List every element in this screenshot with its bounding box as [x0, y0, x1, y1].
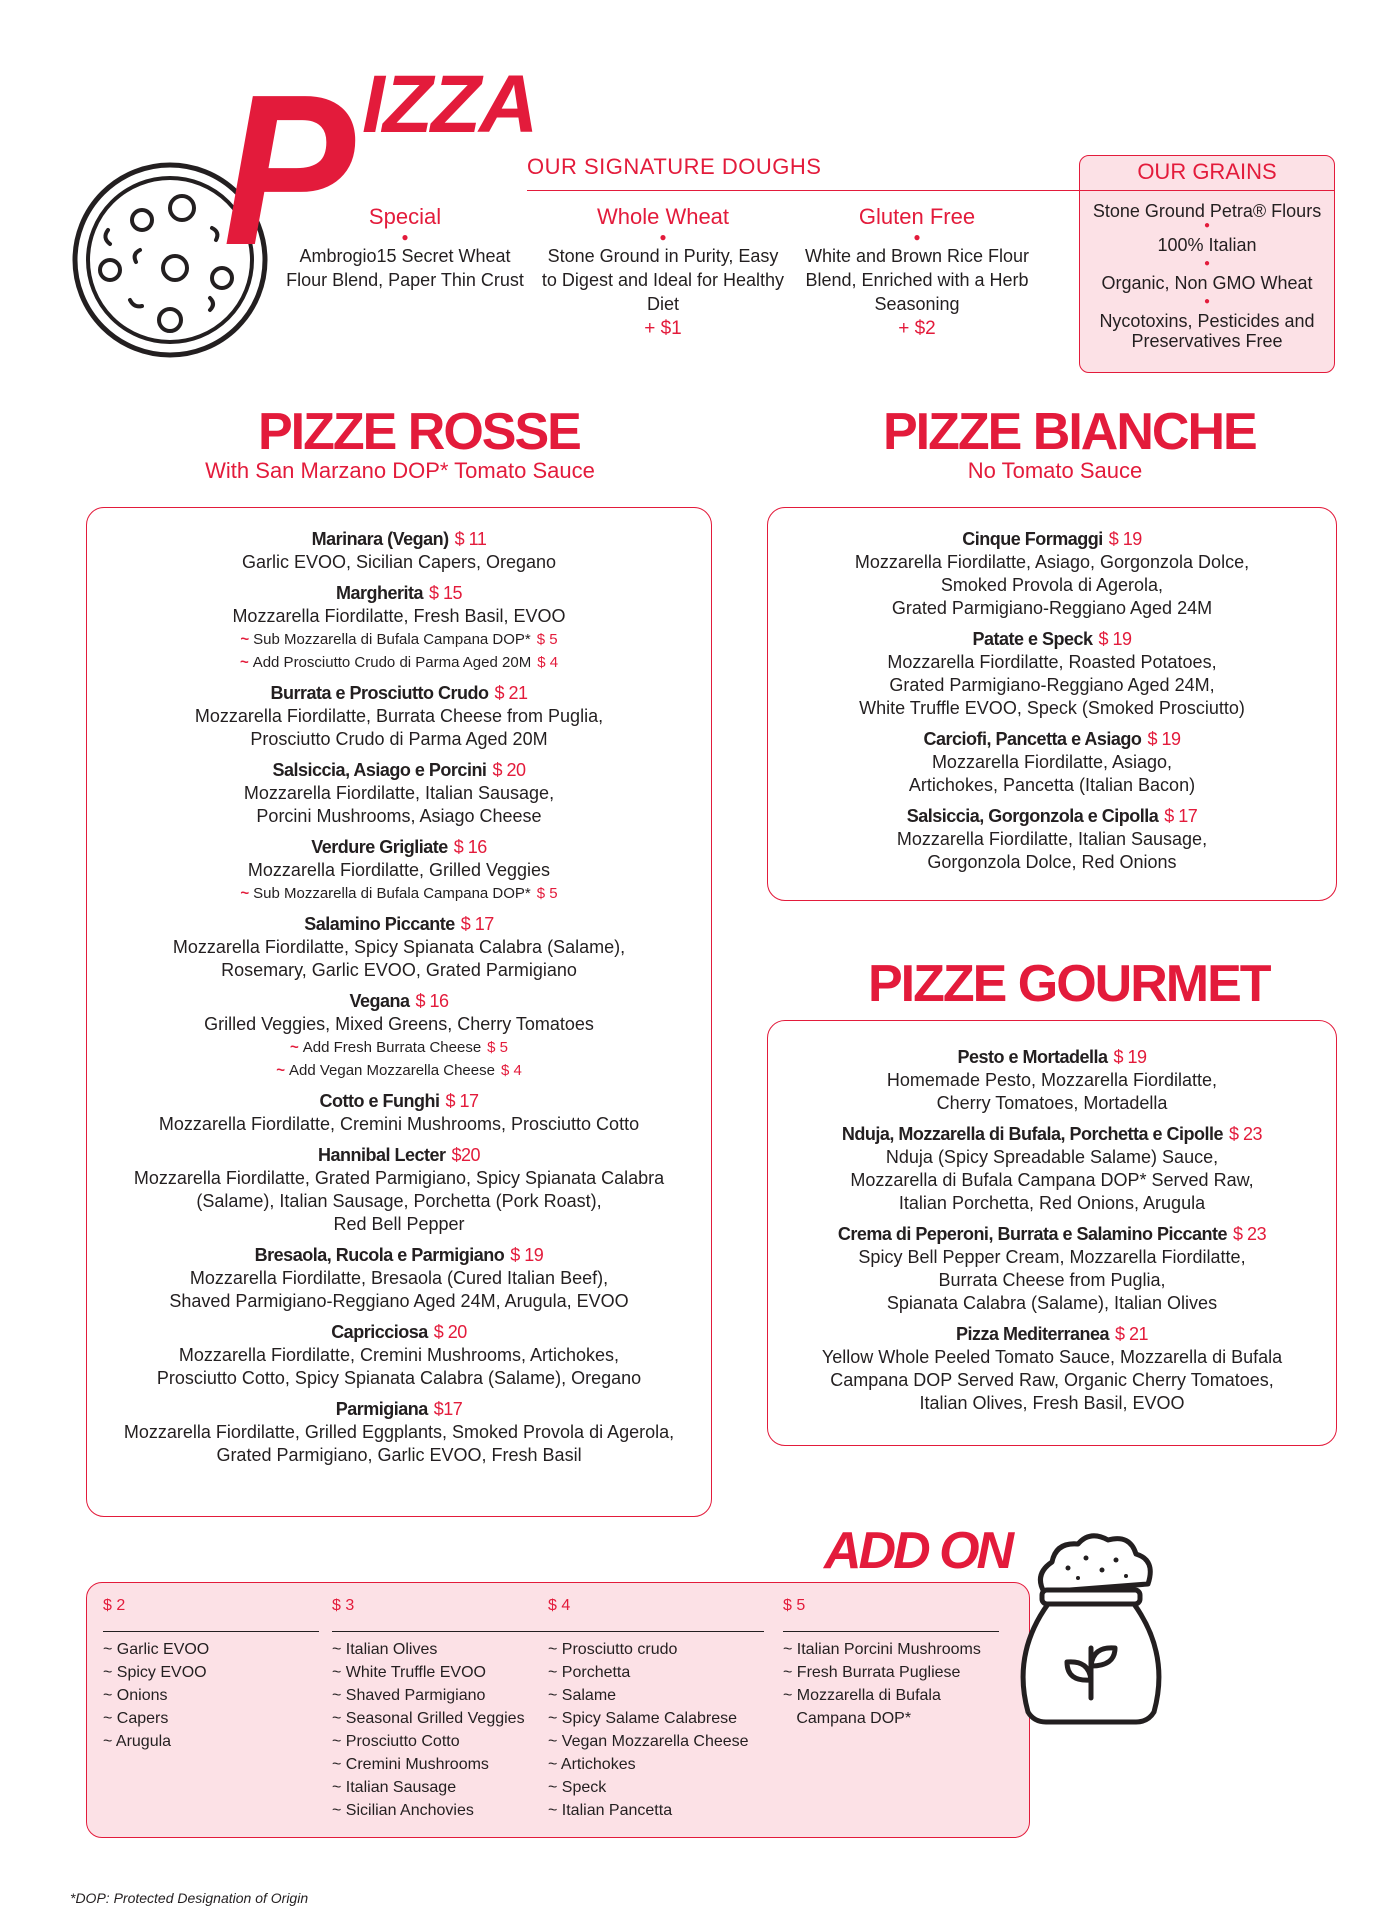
addon-column-4 — [548, 1597, 764, 1822]
menu-item-desc: Mozzarella Fiordilatte, Burrata Cheese from Puglia, — [194, 706, 604, 726]
footnote: *DOP: Protected Designation of Origin — [70, 1890, 309, 1906]
menu-item-title — [90, 759, 708, 782]
menu-item-price: $ 11 — [454, 529, 487, 549]
dough-desc: Ambrogio15 Secret Wheat Flour Blend, Paper Thin Crust — [286, 246, 524, 290]
menu-item-option — [90, 651, 708, 674]
option-text: Add Fresh Burrata Cheese — [302, 1039, 482, 1056]
menu-item-name: Margherita — [335, 583, 423, 603]
menu-item-name: Nduja, Mozzarella di Bufala, Porchetta e Cipolle — [841, 1124, 1224, 1144]
option-text: Add Prosciutto Crudo di Parma Aged 20M — [252, 654, 532, 671]
logo-letter-p: P — [223, 49, 355, 290]
menu-item-desc: Yellow Whole Peeled Tomato Sauce, Mozzarella di Bufala — [821, 1347, 1283, 1367]
menu-item-name: Bresaola, Rucola e Parmigiano — [254, 1245, 505, 1265]
menu-item-desc: Italian Porchetta, Red Onions, Arugula — [898, 1193, 1206, 1213]
addon-item: ~ Seasonal Grilled Veggies — [332, 1710, 525, 1727]
menu-item — [771, 628, 1333, 720]
menu-item-title — [771, 1323, 1333, 1346]
menu-item — [771, 805, 1333, 874]
menu-item-title — [771, 628, 1333, 651]
menu-item-desc: Nduja (Spicy Spreadable Salame) Sauce, — [885, 1147, 1219, 1167]
menu-item-price: $ 19 — [510, 1245, 544, 1265]
menu-item — [771, 1323, 1333, 1415]
grains-panel — [1079, 155, 1335, 373]
menu-item-desc: (Salame), Italian Sausage, Porchetta (Pork Roast), — [196, 1191, 602, 1211]
menu-item-price: $ 19 — [1108, 529, 1142, 549]
menu-item-option — [90, 1059, 708, 1082]
menu-item-title — [90, 1144, 708, 1167]
option-price: $ 5 — [536, 631, 558, 648]
addon-item: ~ Spicy Salame Calabrese — [548, 1710, 737, 1727]
menu-item — [771, 1123, 1333, 1215]
menu-item-desc: Red Bell Pepper — [333, 1214, 465, 1234]
option-price: $ 4 — [537, 654, 559, 671]
addon-item: ~ Mozzarella di Bufala — [783, 1687, 941, 1704]
menu-item-desc: Artichokes, Pancetta (Italian Bacon) — [908, 775, 1196, 795]
menu-item-title — [771, 1223, 1333, 1246]
menu-item — [90, 682, 708, 751]
addon-item: ~ Vegan Mozzarella Cheese — [548, 1733, 749, 1750]
grain-item: Stone Ground Petra® Flours — [1092, 201, 1322, 221]
menu-item-title — [771, 1123, 1333, 1146]
menu-item-price: $ 21 — [494, 683, 528, 703]
addon-price: $ 4 — [548, 1597, 571, 1614]
bullet-dot: ● — [913, 230, 921, 244]
addon-item: ~ Spicy EVOO — [103, 1664, 207, 1681]
menu-item-name: Pesto e Mortadella — [957, 1047, 1108, 1067]
option-text: Add Vegan Mozzarella Cheese — [288, 1062, 495, 1079]
menu-item-name: Salsiccia, Asiago e Porcini — [272, 760, 487, 780]
menu-item-title — [771, 805, 1333, 828]
menu-item-option — [90, 1036, 708, 1059]
addon-item: ~ Shaved Parmigiano — [332, 1687, 486, 1704]
rosse-title: PIZZE ROSSE — [258, 403, 580, 461]
menu-item-desc: Mozzarella Fiordilatte, Cremini Mushrooms, Artichokes, — [178, 1345, 620, 1365]
grain-item: Nycotoxins, Pesticides and Preservatives Free — [1099, 311, 1315, 351]
option-text: Sub Mozzarella di Bufala Campana DOP* — [253, 631, 531, 648]
menu-item-title — [771, 728, 1333, 751]
bianche-list — [771, 528, 1333, 882]
addon-divider — [783, 1631, 999, 1632]
addon-item: ~ White Truffle EVOO — [332, 1664, 486, 1681]
menu-item-desc: Mozzarella Fiordilatte, Asiago, — [931, 752, 1173, 772]
menu-item — [90, 528, 708, 574]
menu-item-name: Parmigiana — [335, 1399, 428, 1419]
menu-item — [771, 1223, 1333, 1315]
menu-item-desc: Mozzarella Fiordilatte, Asiago, Gorgonzola Dolce, — [854, 552, 1250, 572]
addon-item: ~ Italian Olives — [332, 1641, 438, 1658]
addon-item: ~ Italian Porcini Mushrooms — [783, 1641, 981, 1658]
menu-item-desc: Mozzarella Fiordilatte, Roasted Potatoes, — [887, 652, 1217, 672]
menu-item-price: $ 15 — [428, 583, 463, 603]
menu-item — [90, 759, 708, 828]
menu-item-desc: Grated Parmigiano-Reggiano Aged 24M — [891, 598, 1213, 618]
menu-item-price: $ 17 — [460, 914, 494, 934]
menu-item-price: $ 20 — [492, 760, 526, 780]
addon-item: ~ Italian Sausage — [332, 1779, 457, 1796]
menu-item-price: $ 19 — [1113, 1047, 1147, 1067]
addon-item: ~ Garlic EVOO — [103, 1641, 210, 1658]
addon-price: $ 2 — [103, 1597, 126, 1614]
option-price: $ 4 — [500, 1062, 522, 1079]
menu-item-price: $ 21 — [1115, 1324, 1149, 1344]
dough-desc: Stone Ground in Purity, Easy to Digest and Ideal for Healthy Diet — [541, 246, 785, 314]
menu-item — [90, 582, 708, 674]
bullet-dot: ● — [1203, 296, 1211, 307]
grains-divider — [1080, 190, 1334, 191]
menu-item-desc: Mozzarella di Bufala Campana DOP* Served Raw, — [850, 1170, 1254, 1190]
tilde-mark: ~ — [276, 1062, 285, 1079]
menu-item-name: Cinque Formaggi — [962, 529, 1103, 549]
tilde-mark: ~ — [289, 1039, 299, 1056]
menu-item-title — [90, 682, 708, 705]
menu-item-desc: Cherry Tomatoes, Mortadella — [936, 1093, 1168, 1113]
dough-name: Special — [368, 204, 442, 229]
dough-gluten-free — [792, 204, 1042, 340]
addon-divider — [103, 1631, 319, 1632]
menu-item-desc: Spicy Bell Pepper Cream, Mozzarella Fiordilatte, — [858, 1247, 1246, 1267]
addon-title: ADD ON — [824, 1522, 1012, 1580]
menu-item-title — [90, 990, 708, 1013]
addon-item: ~ Prosciutto Cotto — [332, 1733, 460, 1750]
addon-column-2 — [103, 1597, 319, 1753]
addon-item: ~ Prosciutto crudo — [548, 1641, 678, 1658]
grain-item: Organic, Non GMO Wheat — [1101, 273, 1313, 293]
menu-item-title — [90, 1398, 708, 1421]
menu-item — [90, 1321, 708, 1390]
menu-item-name: Pizza Mediterranea — [955, 1324, 1109, 1344]
menu-item-title — [771, 1046, 1333, 1069]
menu-item-desc: Mozzarella Fiordilatte, Italian Sausage, — [896, 829, 1208, 849]
menu-item-price: $ 19 — [1098, 629, 1132, 649]
menu-item-title — [771, 528, 1333, 551]
menu-item-desc: Prosciutto Crudo di Parma Aged 20M — [250, 729, 548, 749]
menu-item-title — [90, 582, 708, 605]
menu-item-desc: Mozzarella Fiordilatte, Spicy Spianata Calabra (Salame), — [172, 937, 626, 957]
addon-column-5 — [783, 1597, 999, 1730]
addon-item: ~ Onions — [103, 1687, 168, 1704]
menu-item-price: $ 16 — [453, 837, 487, 857]
menu-item — [771, 528, 1333, 620]
menu-item — [90, 1090, 708, 1136]
menu-item-desc: Garlic EVOO, Sicilian Capers, Oregano — [241, 552, 557, 572]
menu-item-desc: Prosciutto Cotto, Spicy Spianata Calabra (Salame), Oregano — [156, 1368, 642, 1388]
menu-item — [90, 990, 708, 1082]
menu-item-desc: Italian Olives, Fresh Basil, EVOO — [919, 1393, 1185, 1413]
dough-desc: White and Brown Rice Flour Blend, Enriched with a Herb Seasoning — [804, 246, 1030, 314]
grain-item: 100% Italian — [1157, 235, 1257, 255]
logo-text: IZZA — [362, 59, 537, 150]
menu-item-name: Vegana — [349, 991, 410, 1011]
menu-item-desc: Rosemary, Garlic EVOO, Grated Parmigiano — [221, 960, 577, 980]
menu-item-price: $20 — [451, 1145, 481, 1165]
menu-item-title — [90, 1090, 708, 1113]
menu-item-price: $ 17 — [445, 1091, 479, 1111]
menu-item-desc: Campana DOP Served Raw, Organic Cherry Tomatoes, — [830, 1370, 1274, 1390]
menu-item — [90, 1144, 708, 1236]
flour-sack-icon — [1016, 1530, 1166, 1725]
tilde-mark: ~ — [240, 631, 250, 648]
menu-item-price: $17 — [433, 1399, 463, 1419]
rosse-subtitle: With San Marzano DOP* Tomato Sauce — [205, 458, 595, 483]
menu-item-price: $ 17 — [1164, 806, 1198, 826]
menu-item — [90, 913, 708, 982]
menu-item-title — [90, 913, 708, 936]
addon-item: ~ Arugula — [103, 1733, 172, 1750]
bullet-dot: ● — [659, 230, 667, 244]
addon-item: ~ Speck — [548, 1779, 607, 1796]
menu-item-desc: Homemade Pesto, Mozzarella Fiordilatte, — [886, 1070, 1218, 1090]
menu-item-title — [90, 528, 708, 551]
menu-item-desc: White Truffle EVOO, Speck (Smoked Prosciutto) — [859, 698, 1245, 718]
dough-name: Whole Wheat — [596, 204, 730, 229]
dough-special — [280, 204, 530, 292]
rosse-list — [90, 528, 708, 1475]
menu-item-desc: Burrata Cheese from Puglia, — [938, 1270, 1166, 1290]
menu-item-name: Capricciosa — [331, 1322, 428, 1342]
grains-title: OUR GRAINS — [1137, 159, 1277, 184]
menu-item-desc: Mozzarella Fiordilatte, Fresh Basil, EVOO — [232, 606, 566, 626]
menu-item-name: Salamino Piccante — [304, 914, 455, 934]
doughs-title: OUR SIGNATURE DOUGHS — [527, 154, 822, 179]
addon-divider — [332, 1631, 548, 1632]
addon-item: ~ Capers — [103, 1710, 169, 1727]
addon-price: $ 3 — [332, 1597, 355, 1614]
bianche-title: PIZZE BIANCHE — [883, 403, 1256, 461]
menu-item — [90, 836, 708, 905]
menu-item-price: $ 19 — [1147, 729, 1181, 749]
addon-item: ~ Porchetta — [548, 1664, 631, 1681]
option-price: $ 5 — [536, 885, 558, 902]
menu-item-name: Cotto e Funghi — [319, 1091, 440, 1111]
option-price: $ 5 — [487, 1039, 509, 1056]
menu-item-name: Hannibal Lecter — [317, 1145, 446, 1165]
menu-item-desc: Mozzarella Fiordilatte, Italian Sausage, — [243, 783, 555, 803]
menu-item-price: $ 23 — [1229, 1124, 1263, 1144]
menu-item-desc: Gorgonzola Dolce, Red Onions — [927, 852, 1177, 872]
menu-item-title — [90, 1244, 708, 1267]
menu-item-name: Marinara (Vegan) — [311, 529, 449, 549]
menu-item-desc: Mozzarella Fiordilatte, Grated Parmigiano, Spicy Spianata Calabra — [133, 1168, 665, 1188]
bullet-dot: ● — [1203, 220, 1211, 231]
addon-column-3 — [332, 1597, 548, 1822]
bullet-dot: ● — [1203, 258, 1211, 269]
menu-item — [90, 1398, 708, 1467]
option-text: Sub Mozzarella di Bufala Campana DOP* — [253, 885, 531, 902]
dough-price: + $1 — [644, 318, 682, 339]
menu-item-desc: Mozzarella Fiordilatte, Grilled Veggies — [247, 860, 551, 880]
menu-item-price: $ 16 — [415, 991, 449, 1011]
tilde-mark: ~ — [239, 654, 249, 671]
menu-item-desc: Grated Parmigiano, Garlic EVOO, Fresh Basil — [216, 1445, 582, 1465]
menu-item-name: Crema di Peperoni, Burrata e Salamino Piccante — [837, 1224, 1228, 1244]
gourmet-title: PIZZE GOURMET — [868, 955, 1270, 1013]
menu-item-desc: Smoked Provola di Agerola, — [940, 575, 1164, 595]
bianche-subtitle: No Tomato Sauce — [967, 458, 1143, 483]
menu-item-desc: Mozzarella Fiordilatte, Bresaola (Cured Italian Beef), — [189, 1268, 609, 1288]
addon-item: ~ Artichokes — [548, 1756, 636, 1773]
menu-item-desc: Porcini Mushrooms, Asiago Cheese — [256, 806, 542, 826]
addon-item: ~ Sicilian Anchovies — [332, 1802, 474, 1819]
menu-item-name: Salsiccia, Gorgonzola e Cipolla — [906, 806, 1159, 826]
menu-item-desc: Grated Parmigiano-Reggiano Aged 24M, — [889, 675, 1215, 695]
addon-item: Campana DOP* — [783, 1710, 912, 1727]
menu-item-desc: Mozzarella Fiordilatte, Grilled Eggplants, Smoked Provola di Agerola, — [123, 1422, 675, 1442]
menu-item-name: Burrata e Prosciutto Crudo — [270, 683, 489, 703]
menu-item-title — [90, 836, 708, 859]
menu-item — [771, 728, 1333, 797]
menu-item-price: $ 20 — [433, 1322, 467, 1342]
addon-item: ~ Cremini Mushrooms — [332, 1756, 489, 1773]
addon-item: ~ Fresh Burrata Pugliese — [783, 1664, 961, 1681]
menu-item-title — [90, 1321, 708, 1344]
bullet-dot: ● — [401, 230, 409, 244]
dough-name: Gluten Free — [858, 204, 976, 229]
menu-item — [90, 1244, 708, 1313]
menu-item-option — [90, 882, 708, 905]
gourmet-list — [771, 1046, 1333, 1423]
menu-item-name: Carciofi, Pancetta e Asiago — [923, 729, 1142, 749]
menu-item-price: $ 23 — [1233, 1224, 1267, 1244]
doughs-divider — [527, 190, 1082, 191]
dough-price: + $2 — [898, 318, 936, 339]
addon-item: ~ Italian Pancetta — [548, 1802, 673, 1819]
dough-whole-wheat — [538, 204, 788, 340]
menu-item-name: Patate e Speck — [972, 629, 1093, 649]
menu-item-desc: Grilled Veggies, Mixed Greens, Cherry Tomatoes — [204, 1014, 594, 1034]
addon-price: $ 5 — [783, 1597, 806, 1614]
menu-item-desc: Spianata Calabra (Salame), Italian Olives — [886, 1293, 1218, 1313]
menu-item-name: Verdure Grigliate — [311, 837, 448, 857]
menu-item — [771, 1046, 1333, 1115]
tilde-mark: ~ — [240, 885, 250, 902]
addon-item: ~ Salame — [548, 1687, 617, 1704]
menu-item-option — [90, 628, 708, 651]
menu-item-desc: Shaved Parmigiano-Reggiano Aged 24M, Arugula, EVOO — [169, 1291, 629, 1311]
addon-divider — [548, 1631, 764, 1632]
menu-item-desc: Mozzarella Fiordilatte, Cremini Mushrooms, Prosciutto Cotto — [158, 1114, 640, 1134]
